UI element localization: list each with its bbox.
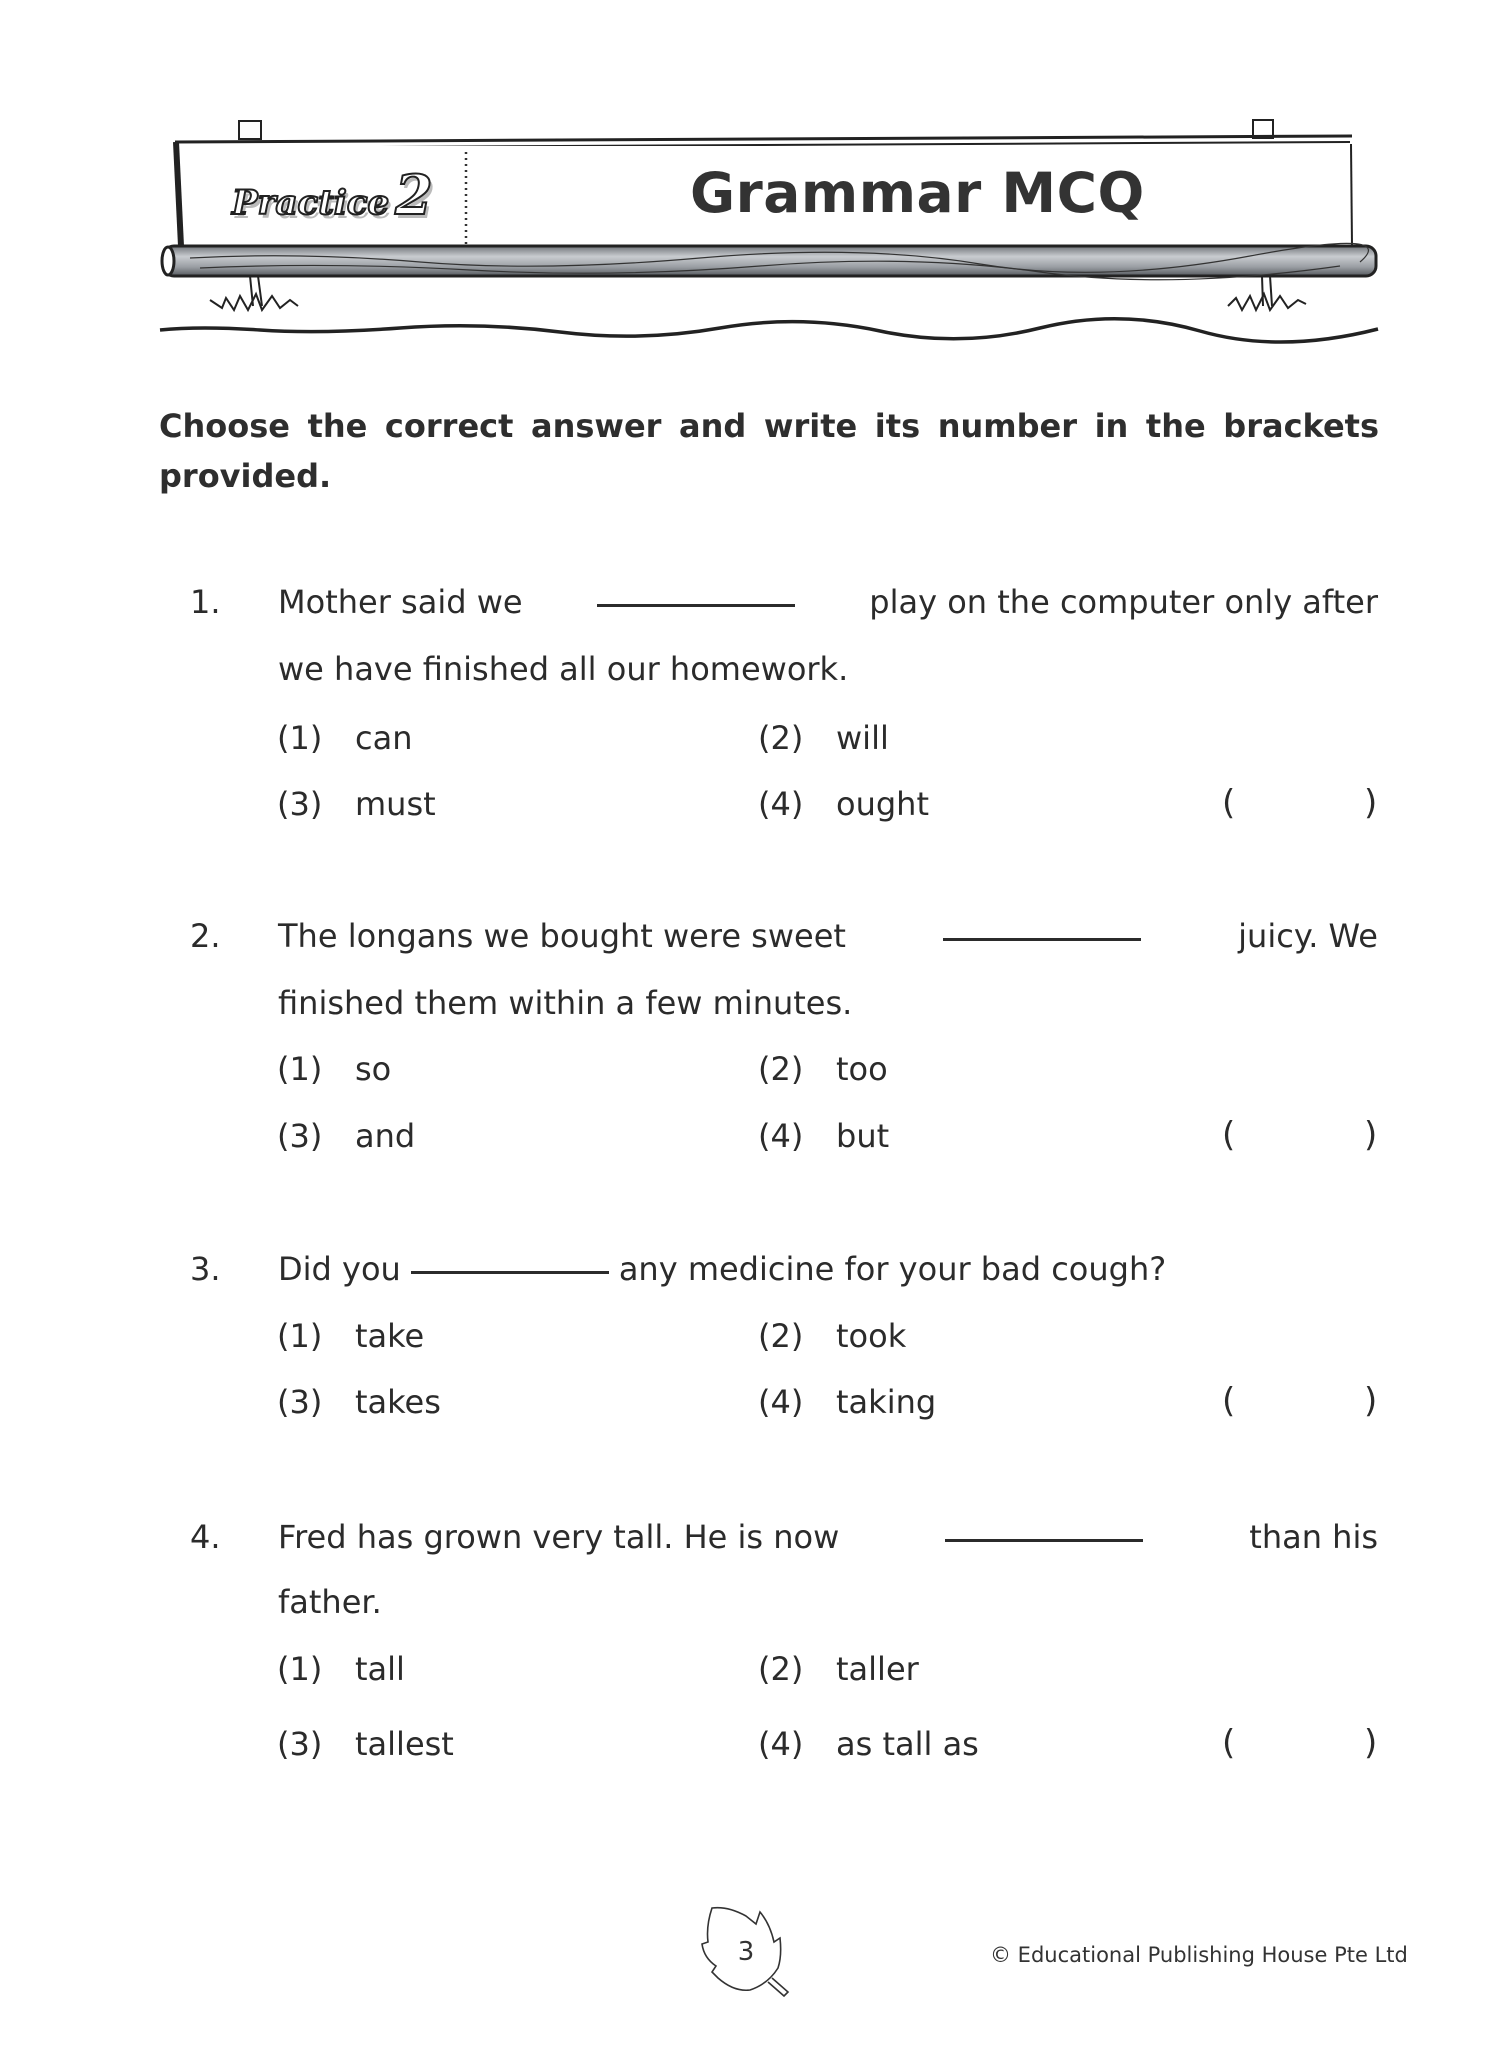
option-text: can [355, 719, 413, 757]
option-number: (1) [277, 1317, 323, 1355]
question-text: we have finished all our homework. [278, 650, 849, 688]
question-line-2 [278, 647, 1378, 691]
question-number: 2. [190, 917, 221, 955]
option-number: (3) [277, 1117, 323, 1155]
copyright-text: © Educational Publishing House Pte Ltd [990, 1943, 1408, 1967]
question-text: Mother said we [278, 583, 523, 621]
option-1 [277, 716, 412, 760]
question-line-1 [278, 580, 1378, 624]
option-number: (1) [277, 1050, 323, 1088]
question-text: than his [1249, 1518, 1378, 1556]
question-line-1 [278, 914, 1378, 958]
option-4 [758, 782, 929, 826]
option-1 [277, 1314, 424, 1358]
instruction-line-1: Choose the correct answer and write its number in the brackets [159, 407, 1379, 445]
question-text: finished them within a few minutes. [278, 984, 853, 1022]
question-line-1 [278, 1515, 1378, 1559]
answer-blank [411, 1271, 609, 1274]
question-line-2 [278, 981, 1378, 1025]
question-line-2 [278, 1580, 1378, 1624]
question-line-1 [278, 1247, 1378, 1291]
option-text: tall [355, 1650, 405, 1688]
option-number: (1) [277, 1650, 323, 1688]
option-text: taller [836, 1650, 919, 1688]
page-number: 3 [737, 1937, 755, 1967]
option-number: (2) [758, 1650, 804, 1688]
option-3 [277, 1380, 441, 1424]
question-text: father. [278, 1583, 382, 1621]
option-number: (2) [758, 719, 804, 757]
option-text: took [836, 1317, 907, 1355]
answer-bracket-open[interactable]: ( [1222, 1723, 1236, 1763]
question-text: Did you [278, 1250, 401, 1288]
option-text: as tall as [836, 1725, 979, 1763]
question-text: juicy. We [1238, 917, 1378, 955]
option-2 [758, 1647, 919, 1691]
option-text: takes [355, 1383, 441, 1421]
answer-bracket-close: ) [1364, 1723, 1378, 1763]
question-text: Fred has grown very tall. He is now [278, 1518, 840, 1556]
answer-bracket-close: ) [1364, 1381, 1378, 1421]
question-number: 3. [190, 1250, 221, 1288]
option-number: (2) [758, 1317, 804, 1355]
option-number: (3) [277, 1725, 323, 1763]
option-text: and [355, 1117, 416, 1155]
option-number: (3) [277, 1383, 323, 1421]
option-number: (4) [758, 1725, 804, 1763]
answer-bracket-open[interactable]: ( [1222, 1115, 1236, 1155]
option-number: (2) [758, 1050, 804, 1088]
question-text: any medicine for your bad cough? [618, 1250, 1167, 1288]
option-4 [758, 1380, 936, 1424]
option-number: (1) [277, 719, 323, 757]
practice-label [232, 160, 433, 230]
answer-bracket-close: ) [1364, 783, 1378, 823]
option-number: (4) [758, 785, 804, 823]
option-text: take [355, 1317, 425, 1355]
option-number: (4) [758, 1117, 804, 1155]
log-beam [162, 243, 1376, 279]
page-title: Grammar MCQ [690, 161, 1145, 225]
option-text: so [355, 1050, 392, 1088]
option-text: ought [836, 785, 929, 823]
option-text: but [836, 1117, 890, 1155]
option-2 [758, 1314, 906, 1358]
question-text: play on the computer only after [869, 583, 1378, 621]
answer-blank [943, 938, 1141, 941]
option-text: tallest [355, 1725, 454, 1763]
option-4 [758, 1114, 889, 1158]
instruction-line-2: provided. [159, 457, 332, 495]
question-number: 4. [190, 1518, 221, 1556]
option-text: must [355, 785, 436, 823]
option-4 [758, 1722, 979, 1766]
sign-post-left-top [239, 121, 261, 139]
option-number: (4) [758, 1383, 804, 1421]
ground-line [160, 319, 1378, 342]
option-text: taking [836, 1383, 937, 1421]
answer-blank [597, 604, 795, 607]
option-number: (3) [277, 785, 323, 823]
grass-left-icon [210, 294, 298, 310]
option-2 [758, 1047, 888, 1091]
practice-label-text: Practice [232, 183, 390, 223]
option-3 [277, 782, 436, 826]
answer-bracket-open[interactable]: ( [1222, 783, 1236, 823]
option-3 [277, 1722, 454, 1766]
answer-bracket-open[interactable]: ( [1222, 1381, 1236, 1421]
grass-right-icon [1228, 294, 1306, 310]
practice-number: 2 [395, 163, 433, 227]
answer-bracket-close: ) [1364, 1115, 1378, 1155]
option-1 [277, 1647, 405, 1691]
question-text: The longans we bought were sweet [278, 917, 846, 955]
option-3 [277, 1114, 415, 1158]
option-text: too [836, 1050, 888, 1088]
option-2 [758, 716, 889, 760]
option-text: will [836, 719, 889, 757]
question-number: 1. [190, 583, 221, 621]
option-1 [277, 1047, 391, 1091]
answer-blank [945, 1539, 1143, 1542]
